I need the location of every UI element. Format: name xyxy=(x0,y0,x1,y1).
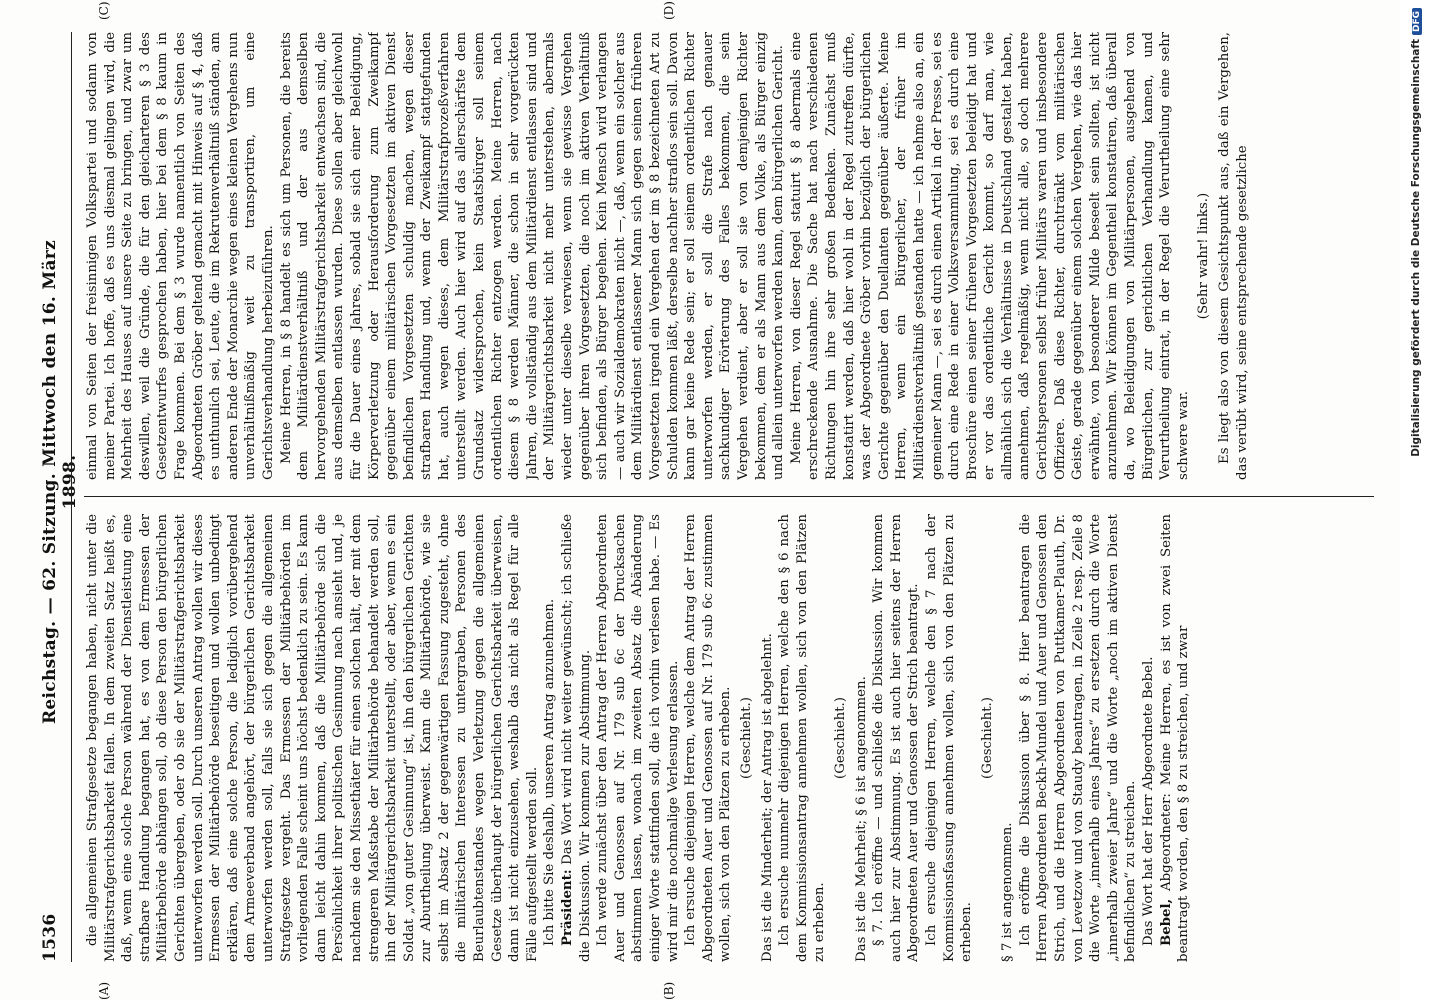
margin-marker-c: (C) xyxy=(97,1,111,20)
paragraph: Ich eröffne die Diskussion über § 8. Hier beantragen die Herren Abgeordneten Beckh-Mundel und Auer und Genossen den Strich, und die Herren Abgeordneten von Puttkamer-Plauth, Dr. von Levetzow und von Staudy beantragen, in Zeile 2 resp. Zeile 8 die Worte „innerhalb eines Jahres“ zu ersetzen durch die Worte „innerhalb zweier Jahre“ und die Worte „noch im aktiven Dienst befindlichen“ zu streichen. xyxy=(1017,514,1139,962)
paragraph: Meine Herren, von dieser Regel statuirt § 8 abermals eine erschreckende Ausnahme. Die Sache hat nach verschiedenen Richtungen hin ihre sehr großen Bedenken. Zunächst muß konstatirt werden, daß hier wohl in der Regel zutreffen dürfte, was der Abgeordnete Gröber vorhin bezüglich der bürgerlichen Gerichte gegenüber den Duellanten gegenüber äußerte. Meine Herren, wenn ein Bürgerlicher, der früher im Militärdienstverhältniß gestanden hatte — ich nehme also an, ein gemeiner Mann —, sei es durch einen Artikel in der Presse, sei es durch eine Rede in einer Volksversammlung, sei es durch eine Broschüre einen seiner früheren Vorgesetzten beleidigt hat und er vor das ordentliche Gericht kommt, so darf man, wie allmählich sich die Verhältnisse in Deutschland gestaltet haben, annehmen, daß regelmäßig, wenn nicht alle, so doch mehrere Gerichtspersonen selbst früher Militärs waren und insbesondere Offiziere. Daß diese Richter, durchtränkt vom militärischen Geiste, gerade gegenüber einem solchen Vergehen, wie das hier erwähnte, von besonderer Milde beseelt sein sollten, ist nicht anzunehmen. Wir können im Gegentheil konstatiren, daß überall da, wo Beleidigungen von Militärpersonen, ausgehend von Bürgerlichen, zur gerichtlichen Verhandlung kamen, und Verurtheilung eintrat, in der Regel die Verurtheilung eine sehr schwere war. xyxy=(788,32,1191,480)
margin-marker-d: (D) xyxy=(662,1,676,20)
dfg-credit xyxy=(1410,8,1434,992)
text-columns xyxy=(84,32,1374,962)
paragraph: Ich ersuche diejenigen Herren, welche dem Antrag der Herren Abgeordneten Auer und Genossen auf Nr. 179 sub 6c zustimmen wollen, sich von den Plätzen zu erheben. xyxy=(683,514,734,962)
margin-marker-a: (A) xyxy=(97,981,111,1000)
left-column xyxy=(84,514,1374,962)
stage-direction: (Geschieht.) xyxy=(738,697,754,779)
stage-direction: (Geschieht.) xyxy=(832,697,848,779)
paragraph: Das ist die Mehrheit; § 6 ist angenommen. xyxy=(853,676,869,962)
speaker-paragraph xyxy=(1158,514,1193,962)
paragraph: Es liegt also von diesem Gesichtspunkt aus, daß ein Vergehen, das verübt wird, seine entsprechende gesetzliche xyxy=(1217,32,1250,480)
speech-text: Abgeordneter: Meine Herren, es ist von zwei Seiten beantragt worden, den § 8 zu streichen, und zwar xyxy=(1158,514,1192,962)
paragraph: die allgemeinen Strafgesetze begangen haben, nicht unter die Militärstrafgerichtsbarkeit fallen. In dem zweiten Satz heißt es, daß, wenn eine solche Person während der Dienstleistung eine strafbare Handlung begangen hat, es von dem Ermessen der Militärbehörde abhängen soll, ob diese Person den bürgerlichen Gerichten übergeben, oder ob sie der Militärstrafgerichtsbarkeit unterworfen werden soll. Durch unseren Antrag wollen wir dieses Ermessen der Militärbehörde beseitigen und wollen unbedingt erklären, daß eine solche Person, die lediglich vorübergehend dem Armeeverband angehört, der bürgerlichen Gerichtsbarkeit unterworfen werden soll, falls sie sich gegen die allgemeinen Strafgesetze vergeht. Das Ermessen der Militärbehörden im vorliegenden Falle scheint uns höchst bedenklich zu sein. Es kann dann leicht dahin kommen, daß die Militärbehörde sich die Persönlichkeit ihrer politischen Gesinnung nach ansieht und, je nachdem sie den Missethäter für einen solchen hält, der mit dem strengeren Maßstabe der Militärbehörde behandelt werden soll, ihn der Militärgerichtsbarkeit unterstellt, oder aber, wenn es ein Soldat „von guter Gesinnung“ ist, ihn den bürgerlichen Gerichten zur Aburtheilung überweist. Kann die Militärbehörde, wie sie selbst im Absatz 2 der gegenwärtigen Fassung zugesteht, ohne die militärischen Interessen zu untergraben, Personen des Beurlaubtenstandes wegen Verletzung gegen die allgemeinen Gesetze überhaupt der bürgerlichen Gerichtsbarkeit überweisen, dann ist nicht einzusehen, weshalb das nicht als Regel für alle Fälle aufgestellt werden soll. xyxy=(85,514,540,962)
paragraph: Ich werde zunächst über den Antrag der Herren Abgeordneten Auer und Genossen auf Nr. 179 sub 6c der Drucksachen abstimmen lassen, wonach im zweiten Absatz die Abänderung einiger Worte stattfinden soll, die ich vorhin verlesen habe. — Es wird mir die nochmalige Verlesung erlassen. xyxy=(595,514,681,962)
paragraph: Ich ersuche nunmehr diejenigen Herren, welche den § 6 nach dem Kommissionsantrag annehmen wollen, sich von den Plätzen zu erheben. xyxy=(777,514,828,962)
paragraph: Das Wort hat der Herr Abgeordnete Bebel. xyxy=(1141,656,1157,946)
paragraph: einmal von Seiten der freisinnigen Volkspartei und sodann von meiner Partei. Ich hoffe, daß es uns diesmal gelingen wird, die Mehrheit des Hauses auf unsere Seite zu bringen, und zwar um deswillen, weil die Gründe, die für den gleicharteren § 3 des Gesetzentwurfes gesprochen haben, hier bei dem § 8 kaum in Frage kommen. Bei dem § 3 wurde namentlich von Seiten des Abgeordneten Gröber geltend gemacht mit Hinweis auf § 4, daß es unthunlich sei, Leute, die im Rekrutenverhältniß ständen, am anderen Ende der Monarchie wegen eines kleinen Vergehens nun unverhältnißmäßig weit zu transportiren, um eine Gerichtsverhandlung herbeizuführen. xyxy=(85,32,276,480)
speech-text: Das Wort wird nicht weiter gewünscht; ich schließe die Diskussion. Wir kommen zur Abstimmung. xyxy=(560,514,593,962)
margin-marker-b: (B) xyxy=(662,981,676,1000)
paragraph: Das ist die Minderheit; der Antrag ist abgelehnt. xyxy=(759,633,775,962)
paragraph: Ich ersuche diejenigen Herren, welche den § 7 nach der Kommissionsfassung annehmen wollen, sich von den Plätzen zu erheben. xyxy=(923,514,975,962)
paragraph: Meine Herren, in § 8 handelt es sich um Personen, die bereits dem Militärdienstverhältniß und der aus demselben hervorgehenden Militärstrafgerichtsbarkeit entwachsen sind, die aus demselben entlassen wurden. Diese sollen aber gleichwohl für die Dauer eines Jahres, sobald sie sich einer Beleidigung, Körperverletzung oder Herausforderung zum Zweikampf gegenüber einem militärischen Vorgesetzten im aktiven Dienst befindlichen Vorgesetzten schuldig machen, wegen dieser strafbaren Handlung und, wenn der Zweikampf stattgefunden hat, auch wegen dieses, dem Militärstrafprozeßverfahren unterstellt werden. Auch hier wird auf das allerschärfste dem Grundsatz widersprochen, kein Staatsbürger soll seinem ordentlichen Richter entzogen werden. Meine Herren, nach diesem § 8 werden Männer, die schon in sehr vorgerückten Jahren, die vollständig aus dem Militärdienst entlassen sind und der Militärgerichtsbarkeit nicht mehr unterstehen, abermals wieder unter dieselbe verwiesen, wenn sie gewisse Vergehen gegenüber ihren Vorgesetzten, die noch im aktiven Verhältniß sich befinden, als Bürger begehen. Kein Mensch wird verlangen — auch wir Sozialdemokraten nicht —, daß, wenn ein solcher aus dem Militärdienst entlassener Mann sich gegen seinen früheren Vorgesetzten irgend ein Vergehen der im § 8 bezeichneten Art zu Schulden kommen läßt, derselbe nachher straflos sein soll. Davon kann gar keine Rede sein; er soll seinem ordentlichen Richter unterworfen werden, er soll die Strafe nach genauer sachkundiger Erörterung des Falles bekommen, die sein Vergehen verdient, aber er soll sie von demjenigen Richter bekommen, dem er als Mann aus dem Volke, als Bürger einzig und allein unterworfen werden kann, dem bürgerlichen Gericht. xyxy=(278,32,787,480)
right-column xyxy=(84,32,1374,480)
speaker-paragraph xyxy=(559,514,594,962)
stage-direction: (Geschieht.) xyxy=(979,697,995,779)
page-number: 1536 xyxy=(40,913,60,962)
paragraph: § 7. Ich eröffne — und schließe die Diskussion. Wir kommen auch hier zur Abstimmung. Es ist auch hier seitens der Herren Abgeordneten Auer und Genossen der Strich beantragt. xyxy=(871,514,922,962)
page-title: Reichstag. — 62. Sitzung. Mittwoch den 16. März 1898. xyxy=(40,240,80,724)
speaker-name: Bebel, xyxy=(1158,898,1174,946)
credit-line: Digitalisierung gefördert durch die Deutsche Forschungsgemeinschaft xyxy=(1410,39,1422,457)
paragraph: § 7 ist angenommen. xyxy=(1000,822,1016,962)
speaker-name: Präsident: xyxy=(560,869,576,946)
page-header xyxy=(40,32,80,962)
column-divider xyxy=(84,496,1374,497)
paragraph: Ich bitte Sie deshalb, unseren Antrag anzunehmen. xyxy=(542,598,558,946)
dfg-logo-badge: DFG xyxy=(1412,8,1422,35)
header-rule xyxy=(71,32,72,962)
stage-direction: (Sehr wahr! links.) xyxy=(1196,192,1212,320)
dfg-credit-text xyxy=(1410,8,1430,992)
